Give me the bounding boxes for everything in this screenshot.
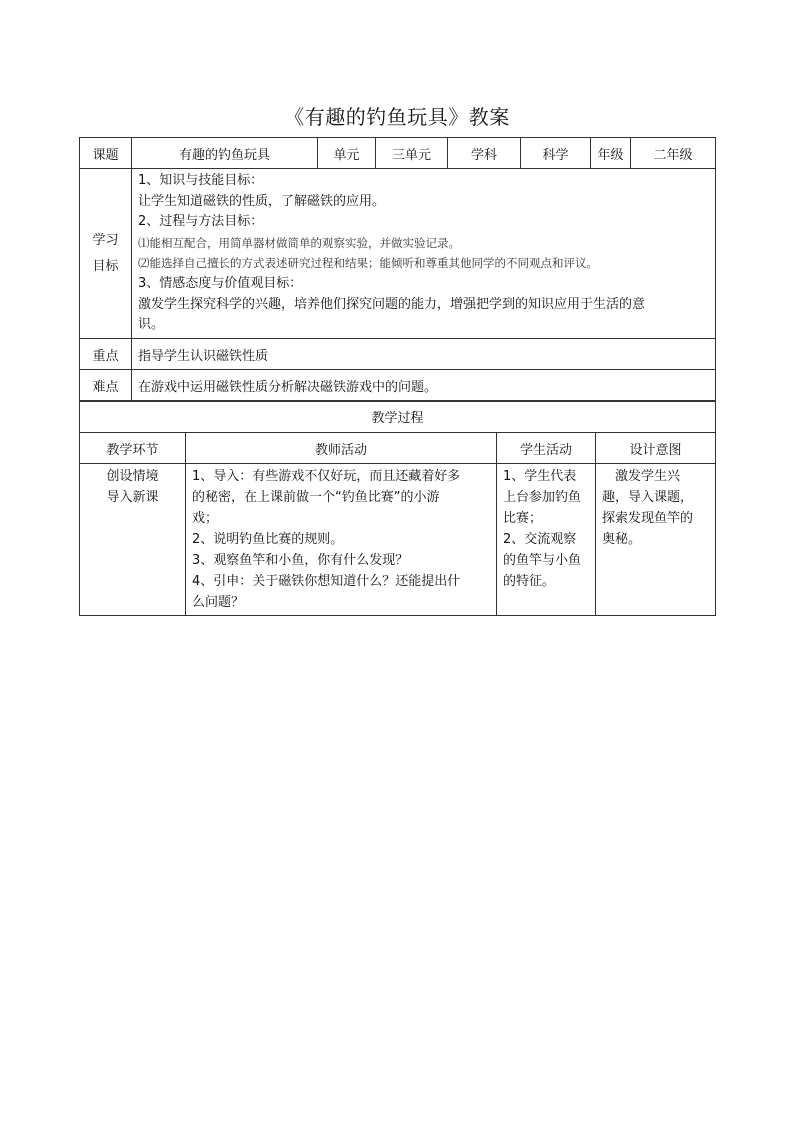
student-line: 2、交流观察 bbox=[503, 532, 577, 547]
teacher-line: 3、观察鱼竿和小鱼，你有什么发现？ bbox=[192, 553, 409, 568]
goal-line: 1、知识与技能目标： bbox=[138, 173, 264, 188]
intent-line: 探索发现鱼竿的 bbox=[602, 511, 694, 526]
student-activity-cell bbox=[497, 464, 596, 616]
teacher-line: 么问题？ bbox=[192, 595, 245, 610]
goals-label-line1: 学习 bbox=[92, 232, 119, 248]
goals-label bbox=[80, 169, 132, 339]
stage-line2: 导入新课 bbox=[106, 490, 159, 505]
goal-line: 识。 bbox=[138, 317, 165, 333]
student-line: 的特征。 bbox=[503, 574, 556, 589]
unit-label: 单元 bbox=[318, 138, 376, 169]
difficulty-value: 在游戏中运用磁铁性质分析解决磁铁游戏中的问题。 bbox=[132, 370, 716, 402]
subject-label: 学科 bbox=[448, 138, 521, 169]
goals-content bbox=[132, 169, 716, 339]
key-point-value: 指导学生认识磁铁性质 bbox=[132, 339, 716, 370]
subject-value: 科学 bbox=[521, 138, 591, 169]
teacher-line: 1、导入：有些游戏不仅好玩，而且还藏着好多 bbox=[192, 469, 461, 484]
process-row bbox=[80, 464, 716, 616]
process-header-row bbox=[80, 433, 716, 464]
process-title-row bbox=[80, 401, 716, 433]
intent-line: 趣，导入课题， bbox=[602, 490, 694, 505]
goal-line: 3、情感态度与价值观目标： bbox=[138, 275, 303, 291]
goal-line: ⑵能选择自己擅长的方式表述研究过程和结果；能倾听和尊重其他同学的不同观点和评议。 bbox=[138, 256, 598, 271]
info-row-topic bbox=[80, 138, 716, 169]
unit-value: 三单元 bbox=[376, 138, 448, 169]
design-intent-cell bbox=[596, 464, 716, 616]
goal-line: 激发学生探究科学的兴趣，培养他们探究问题的能力，增强把学到的知识应用于生活的意 bbox=[138, 296, 646, 312]
header-stage: 教学环节 bbox=[80, 433, 186, 464]
student-line: 上台参加钓鱼 bbox=[503, 490, 582, 505]
goals-label-line2: 目标 bbox=[92, 258, 119, 274]
student-line: 比赛； bbox=[503, 511, 543, 526]
student-line: 1、学生代表 bbox=[503, 469, 577, 484]
teacher-line: 的秘密，在上课前做一个“钓鱼比赛”的小游 bbox=[192, 490, 440, 505]
stage-cell bbox=[80, 464, 186, 616]
stage-line1: 创设情境 bbox=[106, 469, 159, 484]
grade-label: 年级 bbox=[591, 138, 631, 169]
topic-value: 有趣的钓鱼玩具 bbox=[132, 138, 318, 169]
goal-line: 让学生知道磁铁的性质，了解磁铁的应用。 bbox=[138, 193, 386, 209]
process-section-title: 教学过程 bbox=[80, 401, 716, 433]
intent-line: 奥秘。 bbox=[602, 532, 642, 547]
difficulty-label: 难点 bbox=[80, 370, 132, 402]
teaching-process-table bbox=[79, 400, 716, 616]
teacher-line: 2、说明钓鱼比赛的规则。 bbox=[192, 532, 344, 547]
header-student-activity: 学生活动 bbox=[497, 433, 596, 464]
teacher-line: 戏； bbox=[192, 511, 219, 526]
student-line: 的鱼竿与小鱼 bbox=[503, 553, 582, 568]
teacher-line: 4、引申：关于磁铁你想知道什么？还能提出什 bbox=[192, 574, 461, 589]
info-row-difficulty bbox=[80, 370, 716, 402]
grade-value: 二年级 bbox=[631, 138, 716, 169]
key-point-label: 重点 bbox=[80, 339, 132, 370]
intent-line: 激发学生兴 bbox=[602, 469, 681, 484]
teacher-activity-cell bbox=[186, 464, 497, 616]
info-row-goals bbox=[80, 169, 716, 339]
topic-label: 课题 bbox=[80, 138, 132, 169]
header-design-intent: 设计意图 bbox=[596, 433, 716, 464]
document-title: 《有趣的钓鱼玩具》教案 bbox=[284, 105, 510, 129]
header-teacher-activity: 教师活动 bbox=[186, 433, 497, 464]
goal-line: 2、过程与方法目标： bbox=[138, 214, 264, 230]
goal-line: ⑴能相互配合，用简单器材做简单的观察实验，并做实验记录。 bbox=[138, 235, 460, 250]
lesson-info-table bbox=[79, 137, 716, 402]
info-row-key-point bbox=[80, 339, 716, 370]
